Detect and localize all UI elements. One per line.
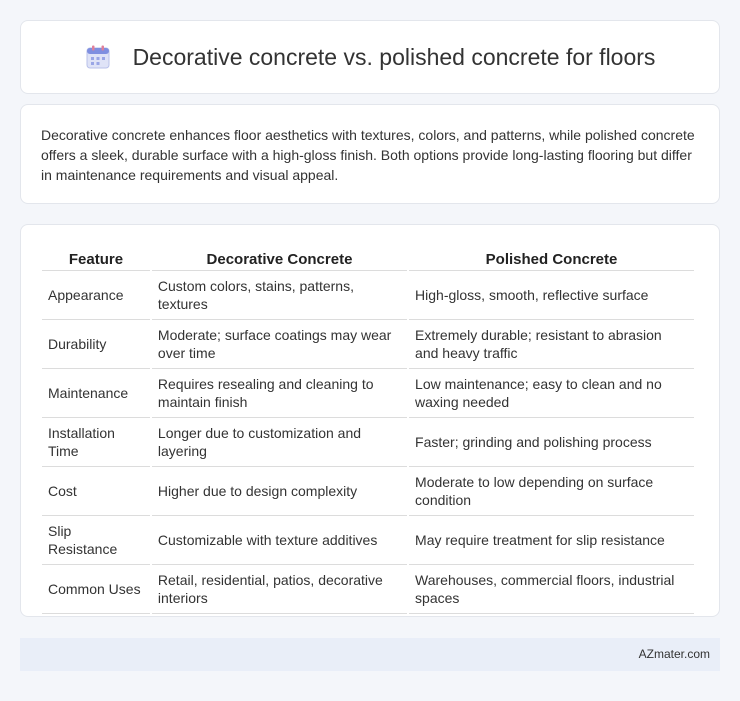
table-header-row xyxy=(42,245,694,271)
footer xyxy=(20,638,720,671)
row-polished: Low maintenance; easy to clean and no waxing needed xyxy=(409,369,694,418)
row-polished: Moderate to low depending on surface condition xyxy=(409,467,694,516)
row-decorative: Moderate; surface coatings may wear over time xyxy=(152,320,407,369)
table-row xyxy=(42,467,694,516)
table-row xyxy=(42,418,694,467)
row-feature: Durability xyxy=(42,320,150,369)
row-decorative: Customizable with texture additives xyxy=(152,516,407,565)
row-feature: Maintenance xyxy=(42,369,150,418)
summary-text: Decorative concrete enhances floor aesthetics with textures, colors, and patterns, while polished concrete offers a sleek, durable surface with a high-gloss finish. Both options provide long-lasting flooring but differ in maintenance requirements and visual appeal. xyxy=(41,127,695,183)
header-feature: Feature xyxy=(42,245,150,271)
comparison-card xyxy=(20,224,720,617)
table-row xyxy=(42,369,694,418)
row-decorative: Requires resealing and cleaning to maintain finish xyxy=(152,369,407,418)
table-row xyxy=(42,271,694,320)
table-row xyxy=(42,565,694,614)
row-polished: Extremely durable; resistant to abrasion and heavy traffic xyxy=(409,320,694,369)
table-row xyxy=(42,516,694,565)
calendar-icon xyxy=(85,44,111,70)
row-polished: High-gloss, smooth, reflective surface xyxy=(409,271,694,320)
footer-brand: AZmater.com xyxy=(638,647,710,661)
row-polished: May require treatment for slip resistance xyxy=(409,516,694,565)
row-feature: Slip Resistance xyxy=(42,516,150,565)
row-feature: Common Uses xyxy=(42,565,150,614)
row-decorative: Longer due to customization and layering xyxy=(152,418,407,467)
summary-card xyxy=(20,104,720,204)
table-row xyxy=(42,320,694,369)
header-decorative: Decorative Concrete xyxy=(152,245,407,271)
row-decorative: Higher due to design complexity xyxy=(152,467,407,516)
row-polished: Warehouses, commercial floors, industrial spaces xyxy=(409,565,694,614)
row-feature: Installation Time xyxy=(42,418,150,467)
row-feature: Appearance xyxy=(42,271,150,320)
title-card xyxy=(20,20,720,94)
row-feature: Cost xyxy=(42,467,150,516)
row-polished: Faster; grinding and polishing process xyxy=(409,418,694,467)
row-decorative: Custom colors, stains, patterns, textures xyxy=(152,271,407,320)
row-decorative: Retail, residential, patios, decorative interiors xyxy=(152,565,407,614)
page-title: Decorative concrete vs. polished concrete for floors xyxy=(132,43,656,70)
header-polished: Polished Concrete xyxy=(409,245,694,271)
comparison-table xyxy=(40,245,696,614)
